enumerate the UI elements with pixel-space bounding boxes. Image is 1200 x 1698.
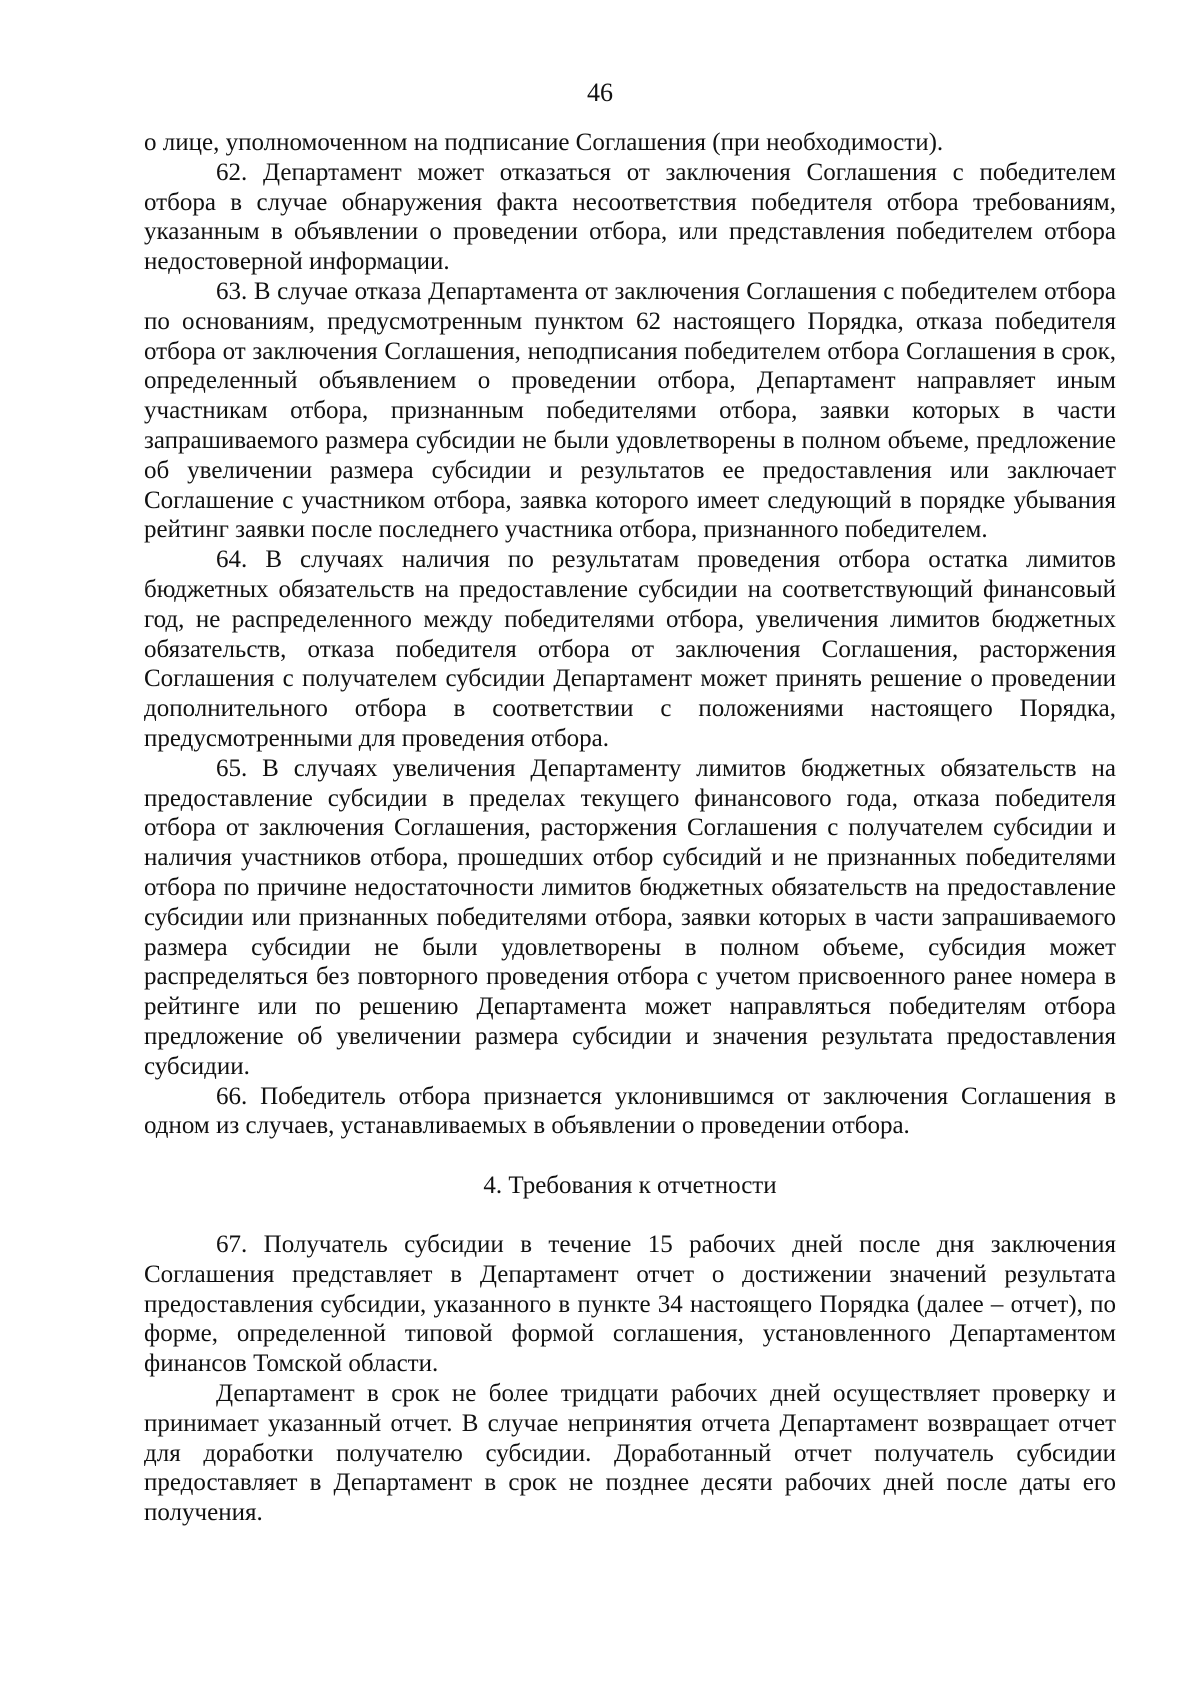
document-body — [144, 128, 1116, 1528]
paragraph-63: 63. В случае отказа Департамента от заключения Соглашения с победителем отбора по основаниям, предусмотренным пунктом 62 настоящего Порядка, отказа победителя отбора от заключения Соглашения, неподписания победителем отбора Соглашения в срок, определенный объявлением о проведении отбора, Департамент направляет иным участникам отбора, признанным победителями отбора, заявки которых в части запрашиваемого размера субсидии не были удовлетворены в полном объеме, предложение об увеличении размера субсидии и результатов ее предоставления или заключает Соглашение с участником отбора, заявка которого имеет следующий в порядке убывания рейтинг заявки после последнего участника отбора, признанного победителем. — [144, 277, 1116, 544]
paragraph-66: 66. Победитель отбора признается уклонившимся от заключения Соглашения в одном из случаев, устанавливаемых в объявлении о проведении отбора. — [144, 1082, 1116, 1140]
paragraph-report-review: Департамент в срок не более тридцати рабочих дней осуществляет проверку и принимает указанный отчет. В случае непринятия отчета Департамент возвращает отчет для доработки получателю субсидии. Доработанный отчет получатель субсидии предоставляет в Департамент в срок не позднее десяти рабочих дней после даты его получения. — [144, 1380, 1116, 1527]
paragraph-67: 67. Получатель субсидии в течение 15 рабочих дней после дня заключения Соглашения представляет в Департамент отчет о достижении значений результата предоставления субсидии, указанного в пункте 34 настоящего Порядка (далее – отчет), по форме, определенной типовой формой соглашения, установленного Департаментом финансов Томской области. — [144, 1231, 1116, 1378]
section-heading: 4. Требования к отчетности — [483, 1172, 777, 1200]
paragraph-62: 62. Департамент может отказаться от заключения Соглашения с победителем отбора в случае обнаружения факта несоответствия победителя отбора требованиям, указанным в объявлении о проведении отбора, или представления победителем отбора недостоверной информации. — [144, 158, 1116, 276]
lead-paragraph: о лице, уполномоченном на подписание Соглашения (при необходимости). — [144, 129, 944, 156]
paragraph-64: 64. В случаях наличия по результатам проведения отбора остатка лимитов бюджетных обязательств на предоставление субсидии на соответствующий финансовый год, не распределенного между победителями отбора, увеличения лимитов бюджетных обязательств, отказа победителя отбора от заключения Соглашения, расторжения Соглашения с получателем субсидии Департамент может принять решение о проведении дополнительного отбора в соответствии с положениями настоящего Порядка, предусмотренными для проведения отбора. — [144, 546, 1116, 752]
paragraph-65: 65. В случаях увеличения Департаменту лимитов бюджетных обязательств на предоставление субсидии в пределах текущего финансового года, отказа победителя отбора от заключения Соглашения, расторжения Соглашения с получателем субсидии и наличия участников отбора, прошедших отбор субсидий и не признанных победителями отбора по причине недостаточности лимитов бюджетных обязательств на предоставление субсидии или признанных победителями отбора, заявки которых в части запрашиваемого размера субсидии не были удовлетворены в полном объеме, субсидия может распределяться без повторного проведения отбора с учетом присвоенного ранее номера в рейтинге или по решению Департамента может направляться победителям отбора предложение об увеличении размера субсидии и значения результата предоставления субсидии. — [144, 754, 1116, 1080]
page-number: 46 — [587, 78, 613, 107]
